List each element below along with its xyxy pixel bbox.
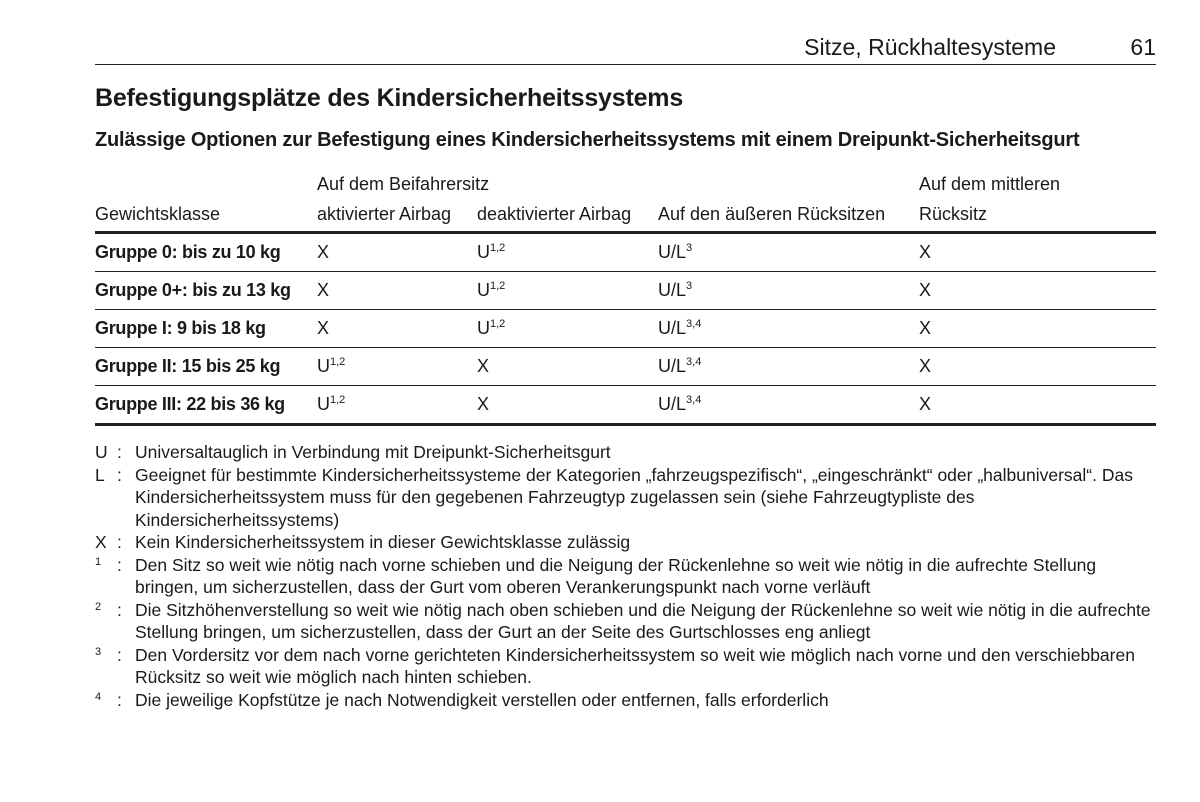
legend-item: L : Geeignet für bestimmte Kindersicherheitssysteme der Kategorien „fahrzeugspezifisch“, „eingeschränkt“ oder „halbuniversal“. Das Kindersicherheitssystem muss für den gegebenen Fahrzeugtyp zugelassen sein (siehe Fahrzeugtypliste des Kindersicherheitssystems) <box>95 464 1160 532</box>
legend-text: Die Sitzhöhenverstellung so weit wie nötig nach oben schieben und die Neigung der Rückenlehne so weit wie nötig in die aufrechte Stellung bringen, um sicherzustellen, dass der Gurt an der Seite des Gurtschlosses eng anliegt <box>135 599 1151 642</box>
option-cell-active: U$^{1,2}$ <box>317 356 346 376</box>
option-cell-active: U$^{1,2}$ <box>317 394 346 414</box>
weight-class-cell: Gruppe II: 15 bis 25 kg <box>95 356 281 376</box>
legend-key: 4 <box>95 690 102 703</box>
legend-key: X <box>95 532 107 552</box>
legend-text: Kein Kindersicherheitssystem in dieser Gewichtsklasse zulässig <box>135 532 631 552</box>
footnote-ref: 3,4 <box>686 394 702 406</box>
page-title: Befestigungsplätze des Kindersicherheitssystems <box>95 84 684 112</box>
option-cell-active: X <box>317 242 330 262</box>
page-number: 61 <box>1130 34 1156 60</box>
legend-text: Die jeweilige Kopfstütze je nach Notwendigkeit verstellen oder entfernen, falls erforderlich <box>135 689 829 710</box>
weight-class-cell: Gruppe I: 9 bis 18 kg <box>95 318 266 338</box>
option-cell-middle: X <box>919 280 932 300</box>
option-cell-middle: X <box>919 242 932 262</box>
passenger-seat-group-header: Auf dem Beifahrersitz <box>317 174 490 194</box>
footnote-ref: 1,2 <box>490 242 506 254</box>
weight-class-cell: Gruppe 0+: bis zu 13 kg <box>95 280 291 300</box>
option-cell-active: X <box>317 280 330 300</box>
middle-seat-header-line1: Auf dem mittleren <box>919 174 1061 194</box>
option-cell-deactivated: U$^{1,2}$ <box>477 318 506 338</box>
column-header-deactivated-airbag: deaktivierter Airbag <box>477 204 632 224</box>
option-cell-deactivated: U$^{1,2}$ <box>477 242 506 262</box>
legend-key: 2 <box>95 600 102 613</box>
legend-item: U : Universaltauglich in Verbindung mit Dreipunkt-Sicherheitsgurt <box>95 441 1160 464</box>
column-header-outer-rear-seats: Auf den äußeren Rücksitzen <box>658 204 886 224</box>
page-header <box>95 30 1156 65</box>
option-cell-deactivated: X <box>477 356 490 376</box>
column-header-active-airbag: aktivierter Airbag <box>317 204 452 224</box>
restraint-table <box>95 167 1156 426</box>
table-row <box>95 386 1156 425</box>
option-cell-middle: X <box>919 356 932 376</box>
table-row <box>95 310 1156 348</box>
option-cell-outer: $U/L^{3,4}$ <box>658 318 702 338</box>
page-subtitle: Zulässige Optionen zur Befestigung eines Kindersicherheitssystems mit einem Dreipunkt-Sicherheitsgurt <box>95 129 1080 151</box>
legend-text: Geeignet für bestimmte Kindersicherheitssysteme der Kategorien „fahrzeugspezifisch“, „eingeschränkt“ oder „halbuniversal“. Das Kindersicherheitssystem muss für den gegebenen Fahrzeugtyp zugelassen sein (siehe Fahrzeugtypliste des Kindersicherheitssystems) <box>135 464 1133 530</box>
table-row <box>95 272 1156 310</box>
footnote-ref: 1,2 <box>490 280 506 292</box>
footnote-ref: 3,4 <box>686 318 702 330</box>
option-cell-outer: $U/L^{3,4}$ <box>658 356 702 376</box>
legend-key: 1 <box>95 555 102 568</box>
option-cell-middle: X <box>919 318 932 338</box>
footnote-ref: 1,2 <box>490 318 506 330</box>
legend-text: Den Sitz so weit wie nötig nach vorne schieben und die Neigung der Rückenlehne so weit wie nötig in die aufrechte Stellung bringen, um sicherzustellen, dass der Gurt vom oberen Verankerungspunkt nach vorne verläuft <box>135 554 1097 597</box>
legend-item: 3 : Den Vordersitz vor dem nach vorne gerichteten Kindersicherheitssystem so weit wie möglich nach vorne und den verschiebbaren Rücksitz so weit wie möglich nach hinten schieben. <box>95 644 1160 689</box>
table-body <box>95 233 1156 425</box>
table-row <box>95 348 1156 386</box>
option-cell-deactivated: X <box>477 394 490 414</box>
option-cell-outer: $U/L^3$ <box>658 242 693 262</box>
footnote-ref: 1,2 <box>330 356 346 368</box>
legend-text: Den Vordersitz vor dem nach vorne gerichteten Kindersicherheitssystem so weit wie möglich nach vorne und den verschiebbaren Rücksitz so weit wie möglich nach hinten schieben. <box>135 644 1135 687</box>
legend-item: 4 : Die jeweilige Kopfstütze je nach Notwendigkeit verstellen oder entfernen, falls erforderlich <box>95 689 1160 712</box>
legend <box>95 441 1160 711</box>
footnote-ref: 3 <box>686 280 693 292</box>
legend-text: Universaltauglich in Verbindung mit Dreipunkt-Sicherheitsgurt <box>135 442 611 462</box>
middle-seat-header-line2: Rücksitz <box>919 204 988 224</box>
weight-class-cell: Gruppe 0: bis zu 10 kg <box>95 242 281 262</box>
option-cell-outer: $U/L^{3,4}$ <box>658 394 702 414</box>
footnote-ref: 3 <box>686 242 693 254</box>
table-row <box>95 233 1156 272</box>
footnote-ref: 3,4 <box>686 356 702 368</box>
option-cell-middle: X <box>919 394 932 414</box>
legend-key: 3 <box>95 645 102 658</box>
footnote-ref: 1,2 <box>330 394 346 406</box>
option-cell-active: X <box>317 318 330 338</box>
section-name: Sitze, Rückhaltesysteme <box>804 34 1056 60</box>
legend-item: X : Kein Kindersicherheitssystem in dieser Gewichtsklasse zulässig <box>95 531 1160 554</box>
column-header-weight-class: Gewichtsklasse <box>95 204 221 224</box>
legend-key: L <box>95 464 105 485</box>
option-cell-outer: $U/L^3$ <box>658 280 693 300</box>
weight-class-cell: Gruppe III: 22 bis 36 kg <box>95 394 285 414</box>
legend-key: U <box>95 442 108 462</box>
legend-item: 2 : Die Sitzhöhenverstellung so weit wie nötig nach oben schieben und die Neigung der Rückenlehne so weit wie nötig in die aufrechte Stellung bringen, um sicherzustellen, dass der Gurt an der Seite des Gurtschlosses eng anliegt <box>95 599 1160 644</box>
option-cell-deactivated: U$^{1,2}$ <box>477 280 506 300</box>
legend-item: 1 : Den Sitz so weit wie nötig nach vorne schieben und die Neigung der Rückenlehne so weit wie nötig in die aufrechte Stellung bringen, um sicherzustellen, dass der Gurt vom oberen Verankerungspunkt nach vorne verläuft <box>95 554 1160 599</box>
